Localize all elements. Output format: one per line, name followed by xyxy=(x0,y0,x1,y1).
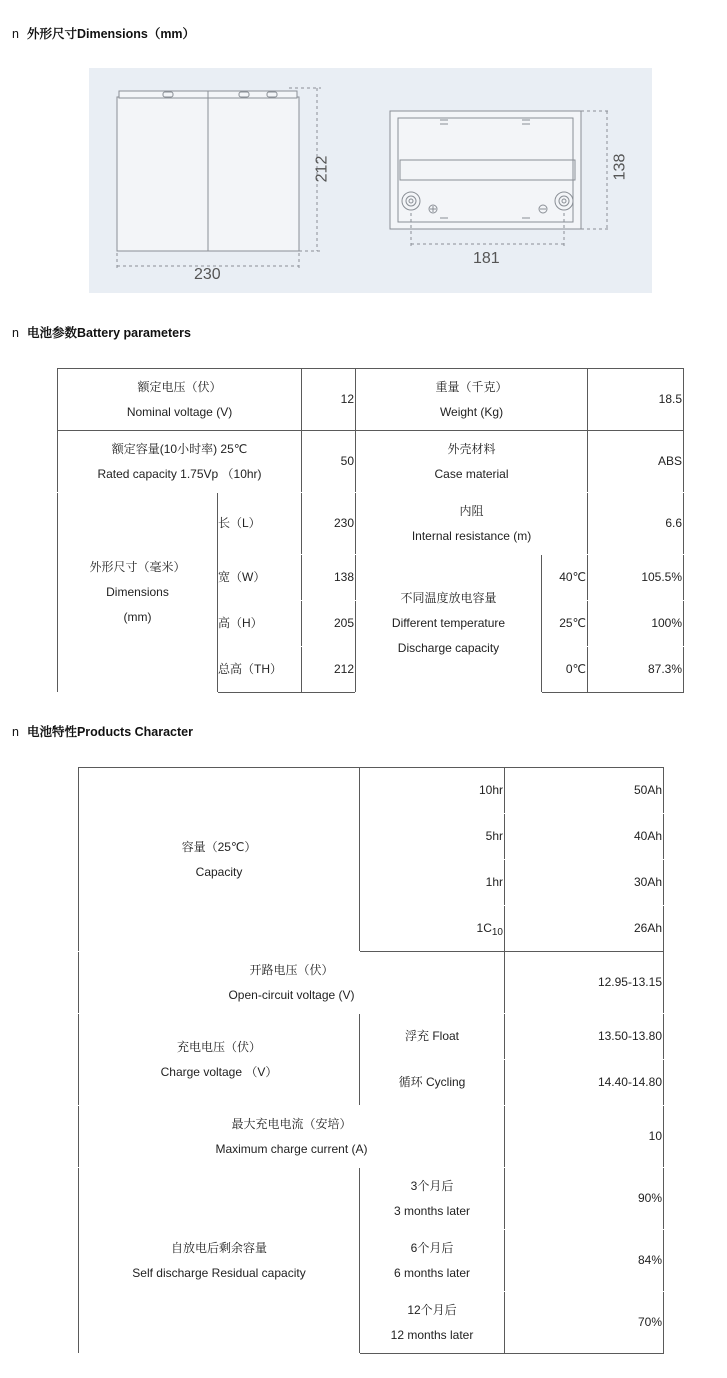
bullet: n xyxy=(12,725,19,739)
temp-discharge-label: 不同温度放电容量 Different temperature Discharge capacity xyxy=(356,555,542,693)
temp-0-value: 87.3% xyxy=(588,647,684,693)
nominal-voltage-value: 12 xyxy=(302,369,356,431)
heading-cn: 电池参数 xyxy=(26,326,77,340)
capacity-rate-10hr: 10hr xyxy=(360,768,505,814)
dim-height-label: 高（H） xyxy=(218,601,302,647)
temp-40-label: 40℃ xyxy=(542,555,588,601)
parameters-table xyxy=(57,368,684,693)
table-row xyxy=(79,952,664,1014)
table-row xyxy=(79,1106,664,1168)
max-current-label: 最大充电电流（安培） Maximum charge current (A) xyxy=(79,1106,505,1168)
capacity-value-1c10: 26Ah xyxy=(505,906,664,952)
top-width-label: 181 xyxy=(473,250,500,267)
case-material-value: ABS xyxy=(588,431,684,493)
rated-capacity-label: 额定容量(10小时率) 25℃ Rated capacity 1.75Vp （10hr) xyxy=(58,431,302,493)
capacity-value-1hr: 30Ah xyxy=(505,860,664,906)
front-height-label: 212 xyxy=(313,155,331,183)
max-current-value: 10 xyxy=(505,1106,664,1168)
table-row xyxy=(79,768,664,814)
dim-height-value: 205 xyxy=(302,601,356,647)
dim-length-value: 230 xyxy=(302,493,356,555)
charge-float-label: 浮充 Float xyxy=(360,1014,505,1060)
self-discharge-12m-value: 70% xyxy=(505,1292,664,1354)
front-width-label: 230 xyxy=(194,266,221,283)
heading-cn: 电池特性 xyxy=(26,725,77,739)
dimension-diagram xyxy=(89,68,652,293)
self-discharge-label: 自放电后剩余容量 Self discharge Residual capacity xyxy=(79,1168,360,1354)
nominal-voltage-label: 额定电压（伏） Nominal voltage (V) xyxy=(58,369,302,431)
weight-label: 重量（千克） Weight (Kg) xyxy=(356,369,588,431)
capacity-rate-5hr: 5hr xyxy=(360,814,505,860)
self-discharge-3m-label: 3个月后 3 months later xyxy=(360,1168,505,1230)
open-circuit-value: 12.95-13.15 xyxy=(505,952,664,1014)
heading-en: Dimensions（mm） xyxy=(76,27,196,41)
dim-total-height-label: 总高（TH） xyxy=(218,647,302,693)
rated-capacity-value: 50 xyxy=(302,431,356,493)
dim-width-label: 宽（W） xyxy=(218,555,302,601)
bullet: n xyxy=(12,326,19,340)
dimensions-label: 外形尺寸（毫米） Dimensions (mm) xyxy=(58,493,218,693)
heading-en: Battery parameters xyxy=(76,326,191,340)
heading-parameters xyxy=(12,323,191,341)
capacity-rate-1hr: 1hr xyxy=(360,860,505,906)
capacity-label: 容量（25℃） Capacity xyxy=(79,768,360,952)
internal-resistance-value: 6.6 xyxy=(588,493,684,555)
charge-float-value: 13.50-13.80 xyxy=(505,1014,664,1060)
dim-total-height-value: 212 xyxy=(302,647,356,693)
table-row xyxy=(79,1014,664,1060)
self-discharge-12m-label: 12个月后 12 months later xyxy=(360,1292,505,1354)
self-discharge-6m-value: 84% xyxy=(505,1230,664,1292)
internal-resistance-label: 内阻 Internal resistance (m) xyxy=(356,493,588,555)
charge-voltage-label: 充电电压（伏） Charge voltage （V） xyxy=(79,1014,360,1106)
heading-cn: 外形尺寸 xyxy=(26,27,77,41)
open-circuit-label: 开路电压（伏） Open-circuit voltage (V) xyxy=(79,952,505,1014)
self-discharge-6m-label: 6个月后 6 months later xyxy=(360,1230,505,1292)
table-row xyxy=(58,369,684,431)
heading-dimensions xyxy=(12,24,195,42)
heading-character xyxy=(12,722,193,740)
weight-value: 18.5 xyxy=(588,369,684,431)
heading-en: Products Character xyxy=(76,725,193,739)
capacity-rate-1c10: $1C_{10}$ xyxy=(360,906,505,952)
table-row xyxy=(58,431,684,493)
battery-drawing xyxy=(89,68,652,293)
temp-40-value: 105.5% xyxy=(588,555,684,601)
table-row xyxy=(79,1168,664,1230)
capacity-value-5hr: 40Ah xyxy=(505,814,664,860)
temp-25-value: 100% xyxy=(588,601,684,647)
dim-width-value: 138 xyxy=(302,555,356,601)
charge-cycling-value: 14.40-14.80 xyxy=(505,1060,664,1106)
self-discharge-3m-value: 90% xyxy=(505,1168,664,1230)
capacity-value-10hr: 50Ah xyxy=(505,768,664,814)
temp-25-label: 25℃ xyxy=(542,601,588,647)
bullet: n xyxy=(12,27,19,41)
top-depth-label: 138 xyxy=(611,153,629,181)
character-table xyxy=(78,767,664,1354)
table-row xyxy=(58,493,684,555)
dim-length-label: 长（L） xyxy=(218,493,302,555)
temp-0-label: 0℃ xyxy=(542,647,588,693)
charge-cycling-label: 循环 Cycling xyxy=(360,1060,505,1106)
case-material-label: 外壳材料 Case material xyxy=(356,431,588,493)
